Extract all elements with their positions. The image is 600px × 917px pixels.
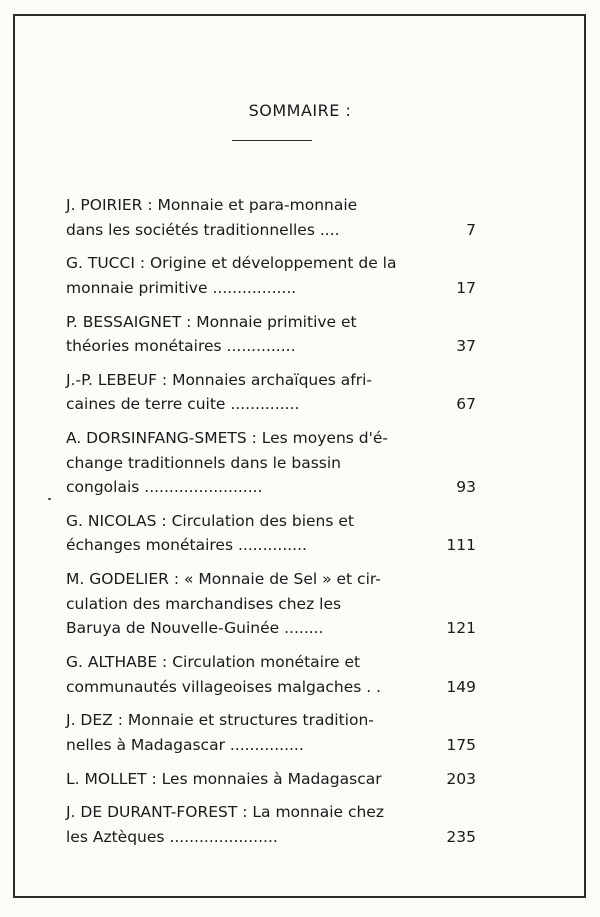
toc-entry-line: change traditionnels dans le bassin: [66, 453, 341, 472]
toc-entry-line: J. DEZ : Monnaie et structures tradition-: [66, 711, 374, 730]
toc-entry-line: J.-P. LEBEUF : Monnaies archaïques afri-: [66, 370, 373, 389]
toc-page-number: 121: [446, 619, 476, 638]
toc-entry: [66, 770, 476, 795]
toc-entry-line: échanges monétaires ..............: [66, 536, 307, 555]
toc-entry-line: monnaie primitive .................: [66, 278, 297, 297]
toc-entry-line: P. BESSAIGNET : Monnaie primitive et: [66, 312, 357, 331]
toc-page-number: 67: [456, 395, 476, 414]
toc-entry: [66, 711, 476, 760]
toc-entry-line: caines de terre cuite ..............: [66, 395, 300, 414]
toc-entry-line: M. GODELIER : « Monnaie de Sel » et cir-: [66, 570, 381, 589]
toc-page-number: 203: [446, 769, 476, 788]
toc-entry: [66, 429, 476, 503]
toc-entry-line: G. TUCCI : Origine et développement de la: [66, 254, 397, 273]
toc-entry-line: culation des marchandises chez les: [66, 594, 342, 613]
toc-page-number: 111: [446, 536, 476, 555]
toc-page-number: 93: [456, 478, 476, 497]
toc-entry-line: J. POIRIER : Monnaie et para-monnaie: [66, 196, 358, 214]
toc-entry-line: G. ALTHABE : Circulation monétaire et: [66, 653, 361, 672]
toc-entry-line: nelles à Madagascar ...............: [66, 735, 304, 754]
toc-page-number: 235: [446, 827, 476, 846]
toc-entry-line: dans les sociétés traditionnelles ....: [66, 220, 340, 239]
toc-entry-line: les Aztèques ......................: [66, 827, 278, 846]
toc-entry-line: L. MOLLET : Les monnaies à Madagascar: [66, 769, 382, 788]
toc-entry: [66, 371, 476, 420]
toc-entry-line: Baruya de Nouvelle-Guinée ........: [66, 619, 324, 638]
toc-entry: [66, 570, 476, 644]
toc-entry: [66, 653, 476, 702]
toc-entry-line: théories monétaires ..............: [66, 337, 296, 356]
toc-page-number: 37: [456, 337, 476, 356]
toc-entry-line: J. DE DURANT-FOREST : La monnaie chez: [66, 803, 384, 822]
toc-entry: [66, 196, 476, 245]
toc-entry: [66, 512, 476, 561]
toc-page-number: 175: [446, 735, 476, 754]
toc-page-number: 7: [466, 220, 476, 239]
toc-entry-line: communautés villageoises malgaches . .: [66, 677, 382, 696]
table-of-contents: [66, 196, 476, 852]
toc-page-number: 149: [446, 677, 476, 696]
toc-entry-line: G. NICOLAS : Circulation des biens et: [66, 511, 354, 530]
print-speck: [48, 498, 51, 500]
toc-entry-line: congolais ........................: [66, 478, 263, 497]
toc-entry: [66, 803, 476, 852]
title-underline: [232, 140, 312, 141]
page-title: SOMMAIRE :: [248, 101, 352, 120]
toc-entry-line: A. DORSINFANG-SMETS : Les moyens d'é-: [66, 429, 389, 448]
toc-page-number: 17: [456, 278, 476, 297]
toc-entry: [66, 254, 476, 303]
toc-entry: [66, 313, 476, 362]
